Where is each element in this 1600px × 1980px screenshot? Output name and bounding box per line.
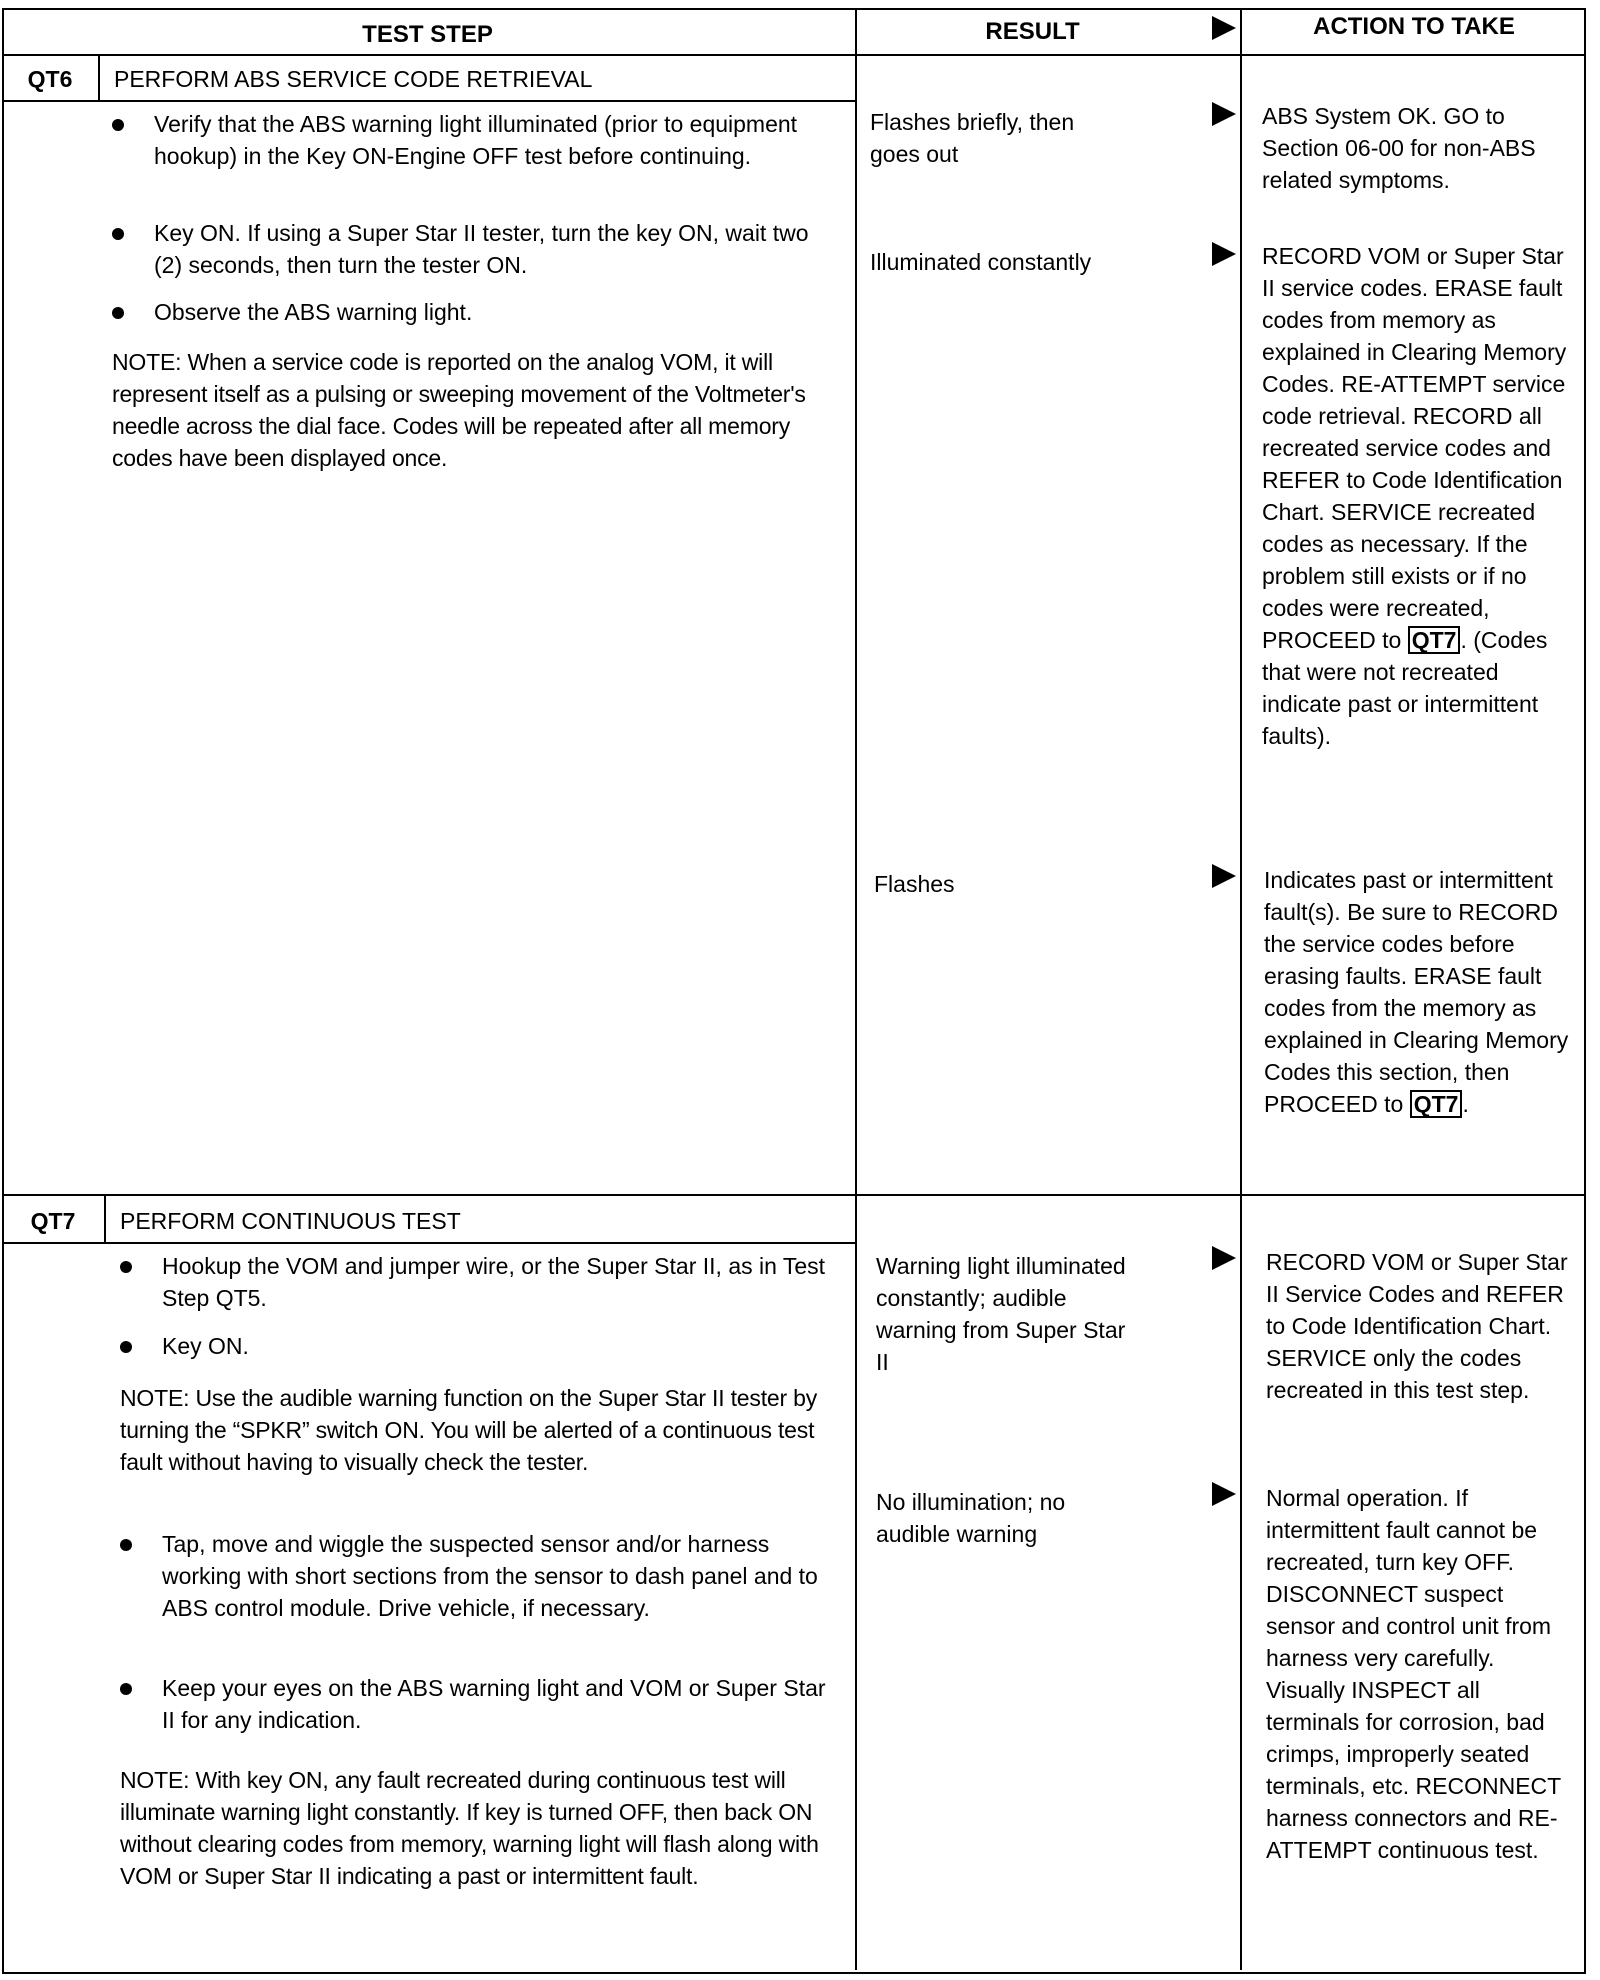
qt6-bullet-1 <box>112 108 832 172</box>
step-code-divider <box>98 54 100 102</box>
bullet-text: Verify that the ABS warning light illuminated (prior to equipment hookup) in the Key ON-Engine OFF test before continuing. <box>154 111 798 169</box>
qt7-note-a: NOTE: Use the audible warning function on the Super Star II tester by turning the “SPKR” switch ON. You will be alerted of a continuous test fault without having to visually check the tester. <box>120 1385 818 1475</box>
qt6-action-1: ABS System OK. GO to Section 06-00 for non-ABS related symptoms. <box>1262 103 1536 193</box>
step-reference-qt7[interactable]: QT7 <box>1408 626 1461 654</box>
bullet-text: Hookup the VOM and jumper wire, or the Super Star II, as in Test Step QT5. <box>162 1253 826 1311</box>
step-title-rule <box>2 100 855 102</box>
result-arrow-icon <box>1212 864 1236 888</box>
header-arrow-icon <box>1212 16 1236 40</box>
step-code-divider <box>104 1194 106 1242</box>
header-test-step: TEST STEP <box>362 21 493 48</box>
bullet-icon <box>120 1683 132 1695</box>
bullet-text: Tap, move and wiggle the suspected sensor and/or harness working with short sections from the sensor to dash panel and to ABS control module. Drive vehicle, if necessary. <box>162 1531 818 1621</box>
qt6-result-1: Flashes briefly, then goes out <box>870 109 1075 167</box>
qt7-result-1: Warning light illuminated constantly; audible warning from Super Star II <box>876 1253 1126 1375</box>
qt6-bullet-2 <box>112 217 832 281</box>
bullet-text: Key ON. <box>162 1333 249 1359</box>
qt7-action-1: RECORD VOM or Super Star II Service Codes and REFER to Code Identification Chart. SERVICE only the codes recreated in this test step. <box>1266 1249 1568 1403</box>
bullet-icon <box>112 307 124 319</box>
bullet-icon <box>120 1341 132 1353</box>
bullet-text: Key ON. If using a Super Star II tester, turn the key ON, wait two (2) seconds, then turn the tester ON. <box>154 220 809 278</box>
qt6-result-2: Illuminated constantly <box>870 249 1092 275</box>
result-arrow-icon <box>1212 102 1236 126</box>
header-result: RESULT <box>985 18 1080 45</box>
bullet-text: Observe the ABS warning light. <box>154 299 473 325</box>
column-divider-action <box>1240 10 1242 1970</box>
qt6-note: NOTE: When a service code is reported on the analog VOM, it will represent itself as a pulsing or sweeping movement of the Voltmeter's needle across the dial face. Codes will be repeated after all memory codes have been displayed once. <box>112 349 806 471</box>
step-code-qt6: QT6 <box>27 66 73 92</box>
result-arrow-icon <box>1212 1246 1236 1270</box>
column-divider-result <box>855 10 857 1970</box>
header-bottom-rule <box>2 54 1586 56</box>
qt6-result-3: Flashes <box>874 871 955 897</box>
section-divider <box>2 1194 1586 1196</box>
qt6-action-2 <box>1262 240 1572 752</box>
result-arrow-icon <box>1212 242 1236 266</box>
action-text-tail: . (Codes that were not recreated indicate past or intermittent faults). <box>1262 627 1548 749</box>
header-action: ACTION TO TAKE <box>1313 13 1515 40</box>
bullet-icon <box>120 1539 132 1551</box>
action-text: Indicates past or intermittent fault(s). Be sure to RECORD the service codes before erasing faults. ERASE fault codes from the memory as explained in Clearing Memory Codes this section, then PROCEED to <box>1264 867 1569 1117</box>
step-code-qt7: QT7 <box>30 1208 76 1234</box>
qt7-bullet-2 <box>120 1330 840 1362</box>
qt7-action-2: Normal operation. If intermittent fault cannot be recreated, turn key OFF. DISCONNECT suspect sensor and control unit from harness very carefully. Visually INSPECT all terminals for corrosion, bad crimps, improperly seated terminals, etc. RECONNECT harness connectors and RE-ATTEMPT continuous test. <box>1266 1485 1561 1863</box>
action-text-tail: . <box>1462 1091 1469 1117</box>
bullet-icon <box>112 228 124 240</box>
step-reference-qt7[interactable]: QT7 <box>1410 1090 1463 1118</box>
bullet-icon <box>112 119 124 131</box>
qt6-action-3 <box>1264 864 1574 1120</box>
qt7-bullet-3 <box>120 1528 840 1624</box>
qt7-result-2: No illumination; no audible warning <box>876 1489 1066 1547</box>
qt7-note-b: NOTE: With key ON, any fault recreated during continuous test will illuminate warning light constantly. If key is turned OFF, then back ON without clearing codes from memory, warning light will flash along with VOM or Super Star II indicating a past or intermittent fault. <box>120 1767 819 1889</box>
step-title-rule <box>2 1242 855 1244</box>
qt7-bullet-1 <box>120 1250 840 1314</box>
step-title-qt7: PERFORM CONTINUOUS TEST <box>120 1208 461 1234</box>
bullet-text: Keep your eyes on the ABS warning light and VOM or Super Star II for any indication. <box>162 1675 826 1733</box>
qt6-bullet-3 <box>112 296 832 328</box>
qt7-bullet-4 <box>120 1672 840 1736</box>
step-title-qt6: PERFORM ABS SERVICE CODE RETRIEVAL <box>114 66 593 92</box>
action-text: RECORD VOM or Super Star II service codes. ERASE fault codes from memory as explained in Clearing Memory Codes. RE-ATTEMPT service code retrieval. RECORD all recreated service codes and REFER to Code Identification Chart. SERVICE recreated codes as necessary. If the problem still exists or if no codes were recreated, PROCEED to <box>1262 243 1567 653</box>
result-arrow-icon <box>1212 1482 1236 1506</box>
bullet-icon <box>120 1261 132 1273</box>
